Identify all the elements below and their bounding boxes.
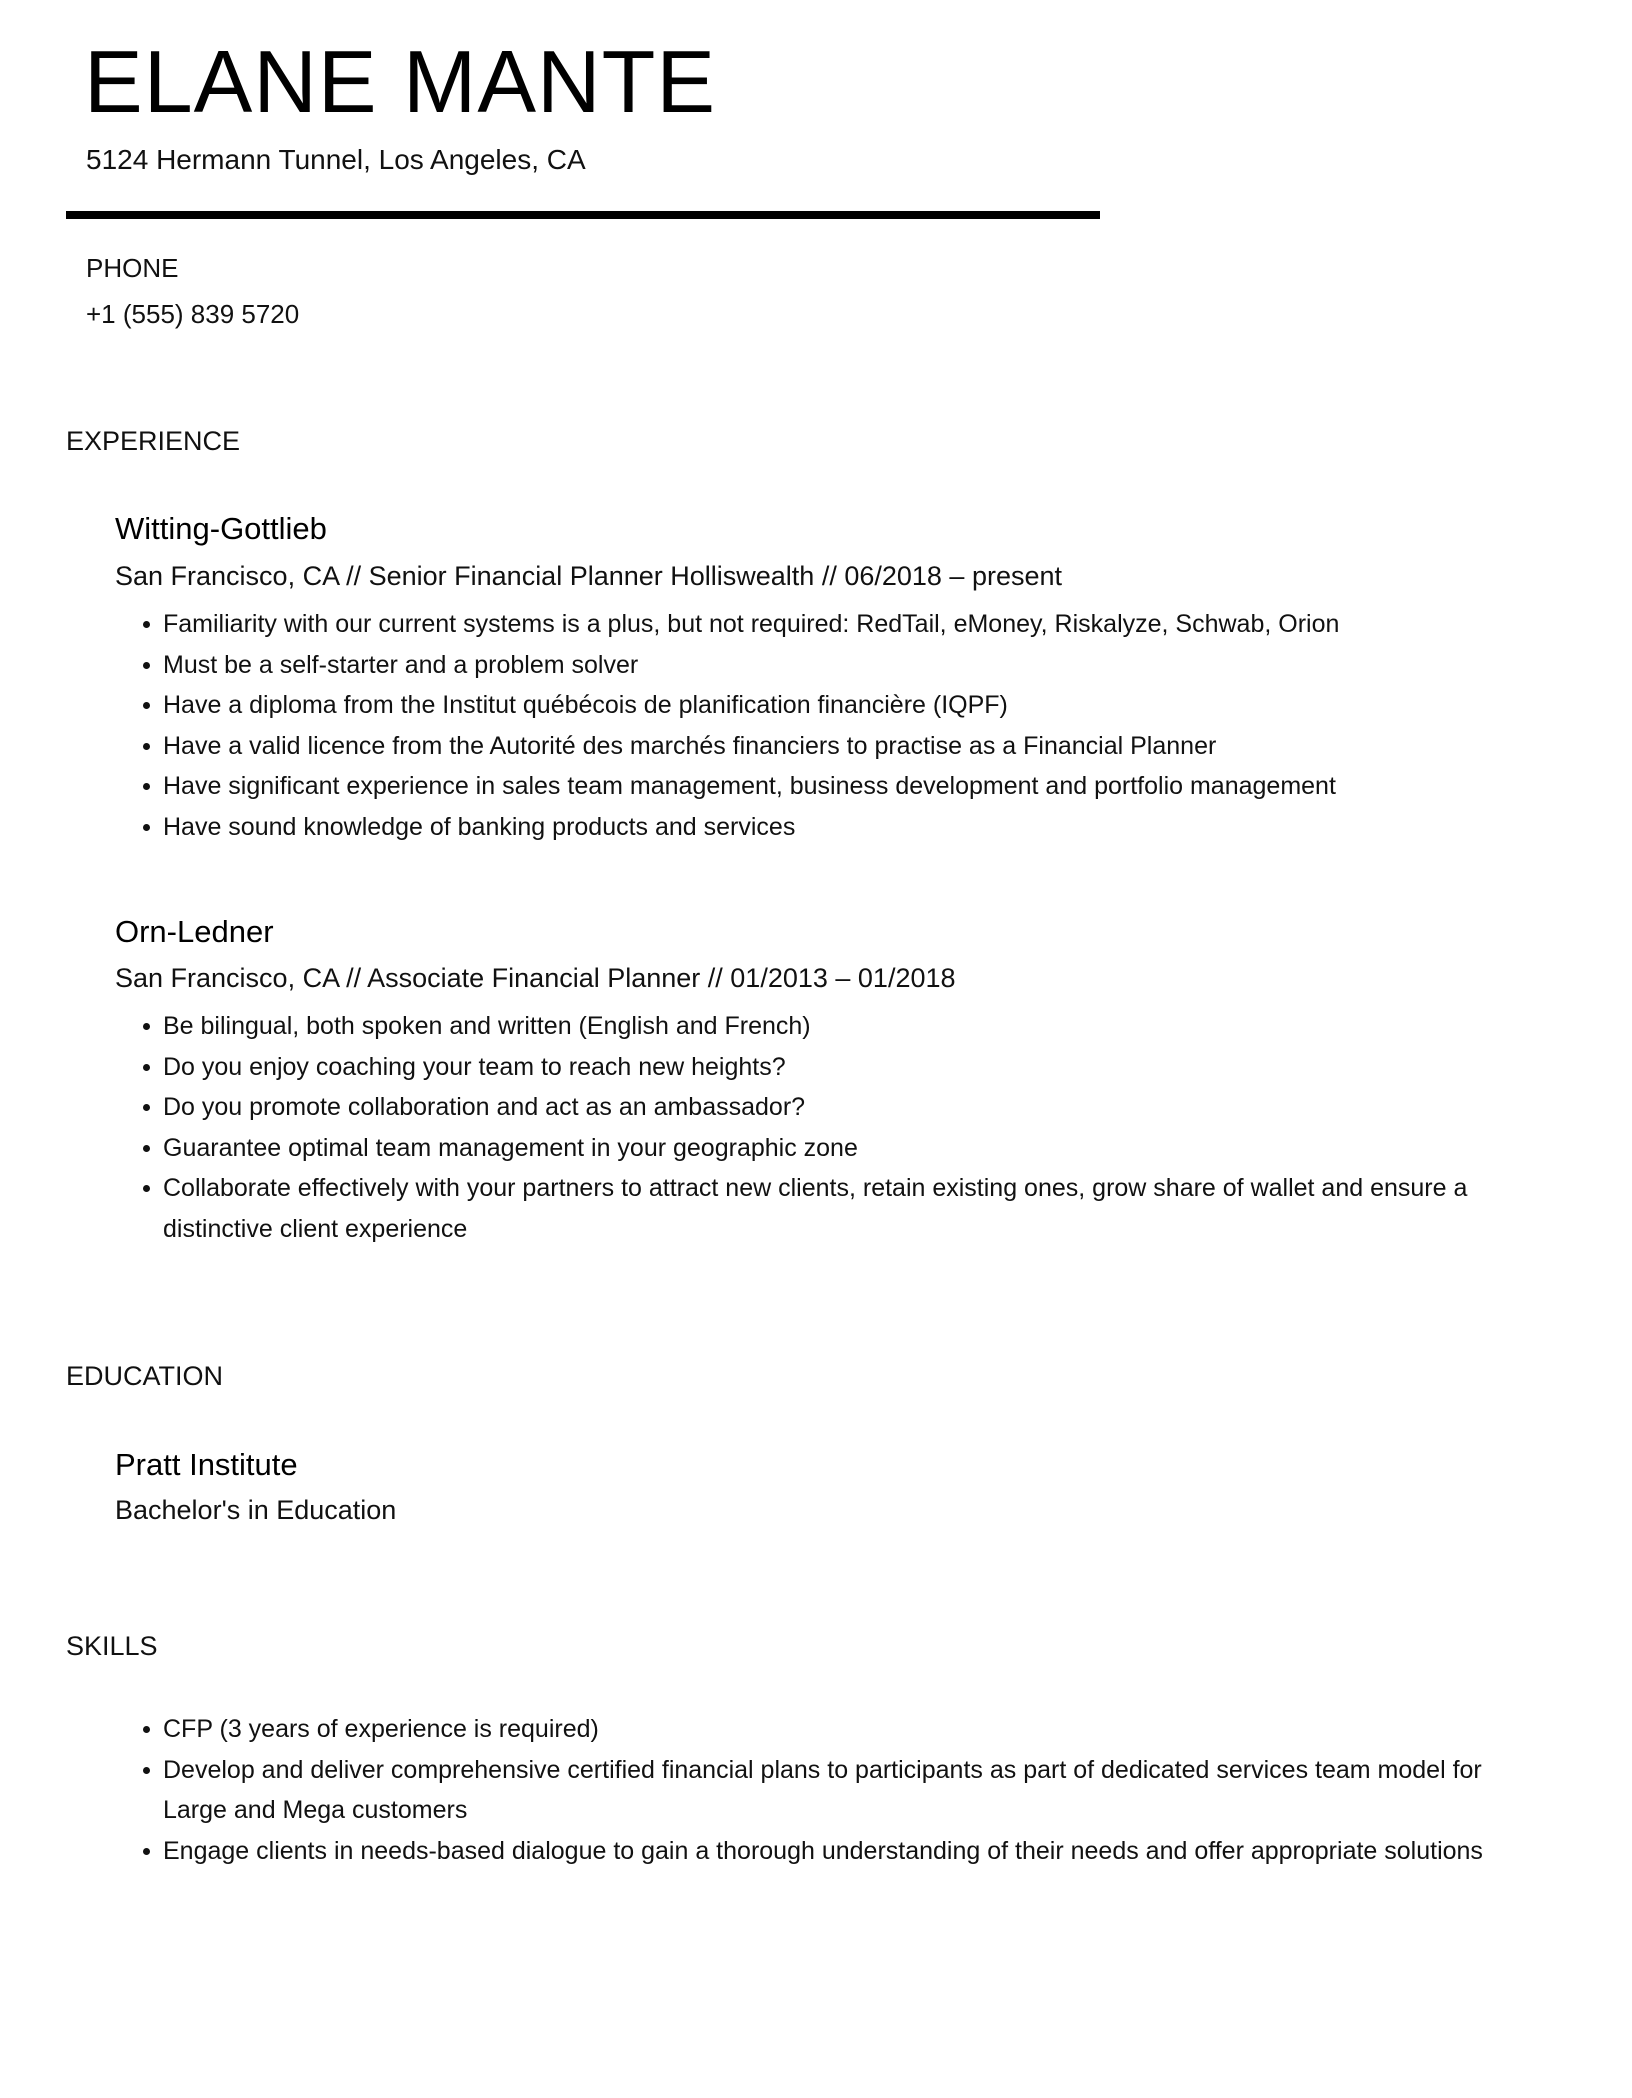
list-item: Develop and deliver comprehensive certified financial plans to participants as part of dedicated services team model for Large and Mega customers (163, 1750, 1533, 1831)
list-item: Familiarity with our current systems is a plus, but not required: RedTail, eMoney, Riskalyze, Schwab, Orion (163, 604, 1533, 645)
list-item: Have sound knowledge of banking products and services (163, 807, 1533, 848)
experience-heading: EXPERIENCE (66, 426, 241, 456)
candidate-name: ELANE MANTE (84, 32, 717, 131)
list-item: Be bilingual, both spoken and written (English and French) (163, 1006, 1533, 1047)
list-item: Must be a self-starter and a problem solver (163, 645, 1533, 686)
job-company: Orn-Ledner (115, 914, 274, 949)
list-item: CFP (3 years of experience is required) (163, 1709, 1533, 1750)
degree: Bachelor's in Education (115, 1495, 397, 1525)
list-item: Engage clients in needs-based dialogue to gain a thorough understanding of their needs and offer appropriate solutions (163, 1831, 1533, 1872)
job-details: San Francisco, CA // Associate Financial Planner // 01/2013 – 01/2018 (115, 963, 956, 993)
list-item: Do you enjoy coaching your team to reach new heights? (163, 1047, 1533, 1088)
list-item: Do you promote collaboration and act as an ambassador? (163, 1087, 1533, 1128)
list-item: Have a diploma from the Institut québécois de planification financière (IQPF) (163, 685, 1533, 726)
header-divider (66, 211, 1100, 219)
job-company: Witting-Gottlieb (115, 511, 327, 546)
phone-number: +1 (555) 839 5720 (86, 299, 300, 329)
job-bullets (115, 1006, 1533, 1249)
list-item: Have a valid licence from the Autorité des marchés financiers to practise as a Financial Planner (163, 726, 1533, 767)
candidate-address: 5124 Hermann Tunnel, Los Angeles, CA (86, 144, 586, 175)
skills-list (115, 1709, 1533, 1871)
list-item: Guarantee optimal team management in your geographic zone (163, 1128, 1533, 1169)
phone-label: PHONE (86, 253, 179, 283)
education-heading: EDUCATION (66, 1361, 224, 1391)
job-bullets (115, 604, 1533, 847)
skills-heading: SKILLS (66, 1631, 158, 1661)
list-item: Have significant experience in sales team management, business development and portfolio management (163, 766, 1533, 807)
list-item: Collaborate effectively with your partners to attract new clients, retain existing ones, grow share of wallet and ensure a distinctive client experience (163, 1168, 1533, 1249)
job-details: San Francisco, CA // Senior Financial Planner Holliswealth // 06/2018 – present (115, 561, 1063, 591)
school-name: Pratt Institute (115, 1447, 298, 1482)
